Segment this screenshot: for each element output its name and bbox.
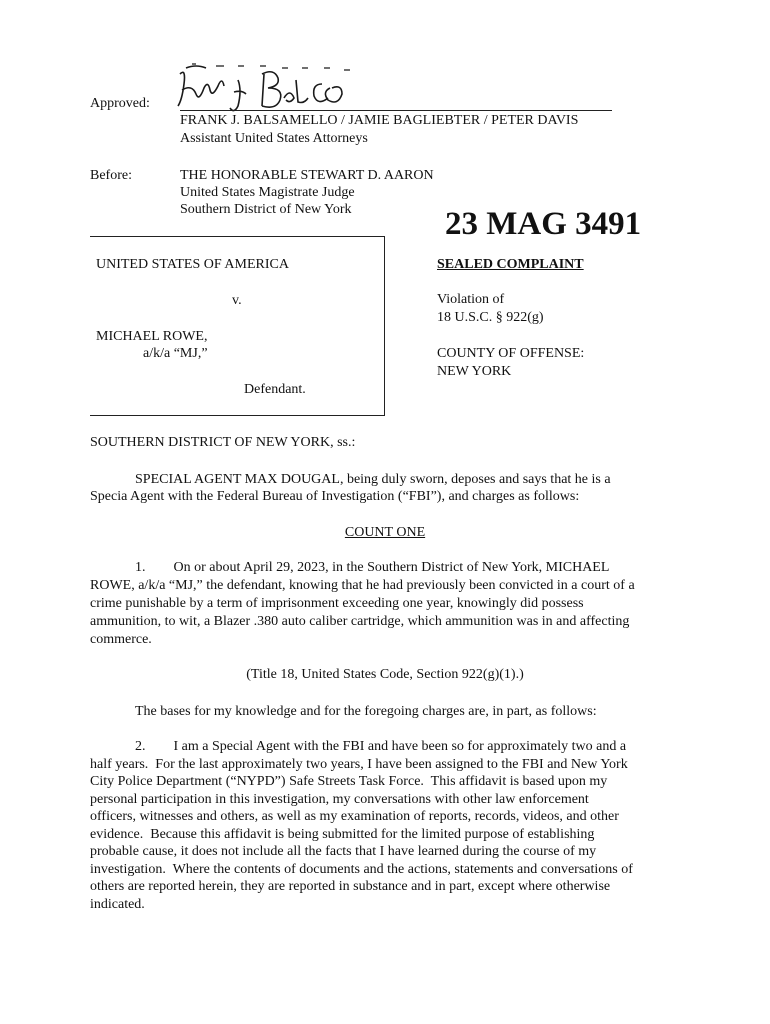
defendant-aka: a/k/a “MJ,” — [143, 346, 208, 361]
para1-line-5: commerce. — [90, 632, 152, 647]
para2-line-7: probable cause, it does not include all the facts that I have learned during the course of my — [90, 844, 597, 859]
statute-citation: (Title 18, United States Code, Section 922(g)(1).) — [246, 667, 524, 682]
bases-line: The bases for my knowledge and for the foregoing charges are, in part, as follows: — [135, 704, 597, 719]
complaint-heading: SEALED COMPLAINT — [437, 257, 584, 272]
para1-line-2: ROWE, a/k/a “MJ,” the defendant, knowing that he had previously been convicted in a court of a — [90, 578, 635, 593]
court-district: Southern District of New York — [180, 202, 352, 217]
para2-line-5: officers, witnesses and others, as well as my examination of reports, records, videos, and other — [90, 809, 619, 824]
para2-line-6: evidence. Because this affidavit is being submitted for the limited purpose of establishing — [90, 827, 595, 842]
attorney-names: FRANK J. BALSAMELLO / JAMIE BAGLIEBTER / PETER DAVIS — [180, 113, 579, 128]
intro-line-1: SPECIAL AGENT MAX DOUGAL, being duly sworn, deposes and says that he is a — [135, 472, 611, 487]
violation-line-2: 18 U.S.C. § 922(g) — [437, 310, 544, 325]
para2-line-2: half years. For the last approximately two years, I have been assigned to the FBI and New York — [90, 757, 628, 772]
judge-name: THE HONORABLE STEWART D. AARON — [180, 168, 434, 183]
versus: v. — [232, 293, 242, 308]
count-heading: COUNT ONE — [344, 525, 426, 540]
para1-line-4: ammunition, to wit, a Blazer .380 auto caliber cartridge, which ammunition was in and affecting — [90, 614, 630, 629]
attorney-title: Assistant United States Attorneys — [180, 131, 368, 146]
para1-line-3: crime punishable by a term of imprisonment exceeding one year, knowingly did possess — [90, 596, 584, 611]
para2-line-4: personal participation in this investigation, my conversations with other law enforcement — [90, 792, 589, 807]
para2-line-3: City Police Department (“NYPD”) Safe Streets Task Force. This affidavit is based upon my — [90, 774, 608, 789]
para1-line-1: 1. On or about April 29, 2023, in the Southern District of New York, MICHAEL — [135, 560, 610, 575]
county-line-2: NEW YORK — [437, 364, 512, 379]
plaintiff: UNITED STATES OF AMERICA — [96, 257, 289, 272]
para2-line-10: indicated. — [90, 897, 145, 912]
county-line-1: COUNTY OF OFFENSE: — [437, 346, 585, 361]
defendant-label: Defendant. — [244, 382, 306, 397]
before-label: Before: — [90, 168, 132, 183]
defendant-name: MICHAEL ROWE, — [96, 329, 208, 344]
venue-line: SOUTHERN DISTRICT OF NEW YORK, ss.: — [90, 435, 356, 450]
handwritten-signature — [172, 60, 362, 120]
violation-line-1: Violation of — [437, 292, 505, 307]
para2-line-9: others are reported herein, they are reported in substance and in part, except where otherwise — [90, 879, 611, 894]
para2-line-8: investigation. Where the contents of documents and the actions, statements and conversations of — [90, 862, 633, 877]
approved-label: Approved: — [90, 96, 150, 111]
signature-line — [180, 110, 612, 111]
para2-line-1: 2. I am a Special Agent with the FBI and have been so for approximately two and a — [135, 739, 627, 754]
mag-number: 23 MAG 3491 — [445, 206, 642, 242]
judge-title: United States Magistrate Judge — [180, 185, 355, 200]
intro-line-2: Specia Agent with the Federal Bureau of Investigation (“FBI”), and charges as follows: — [90, 489, 580, 504]
